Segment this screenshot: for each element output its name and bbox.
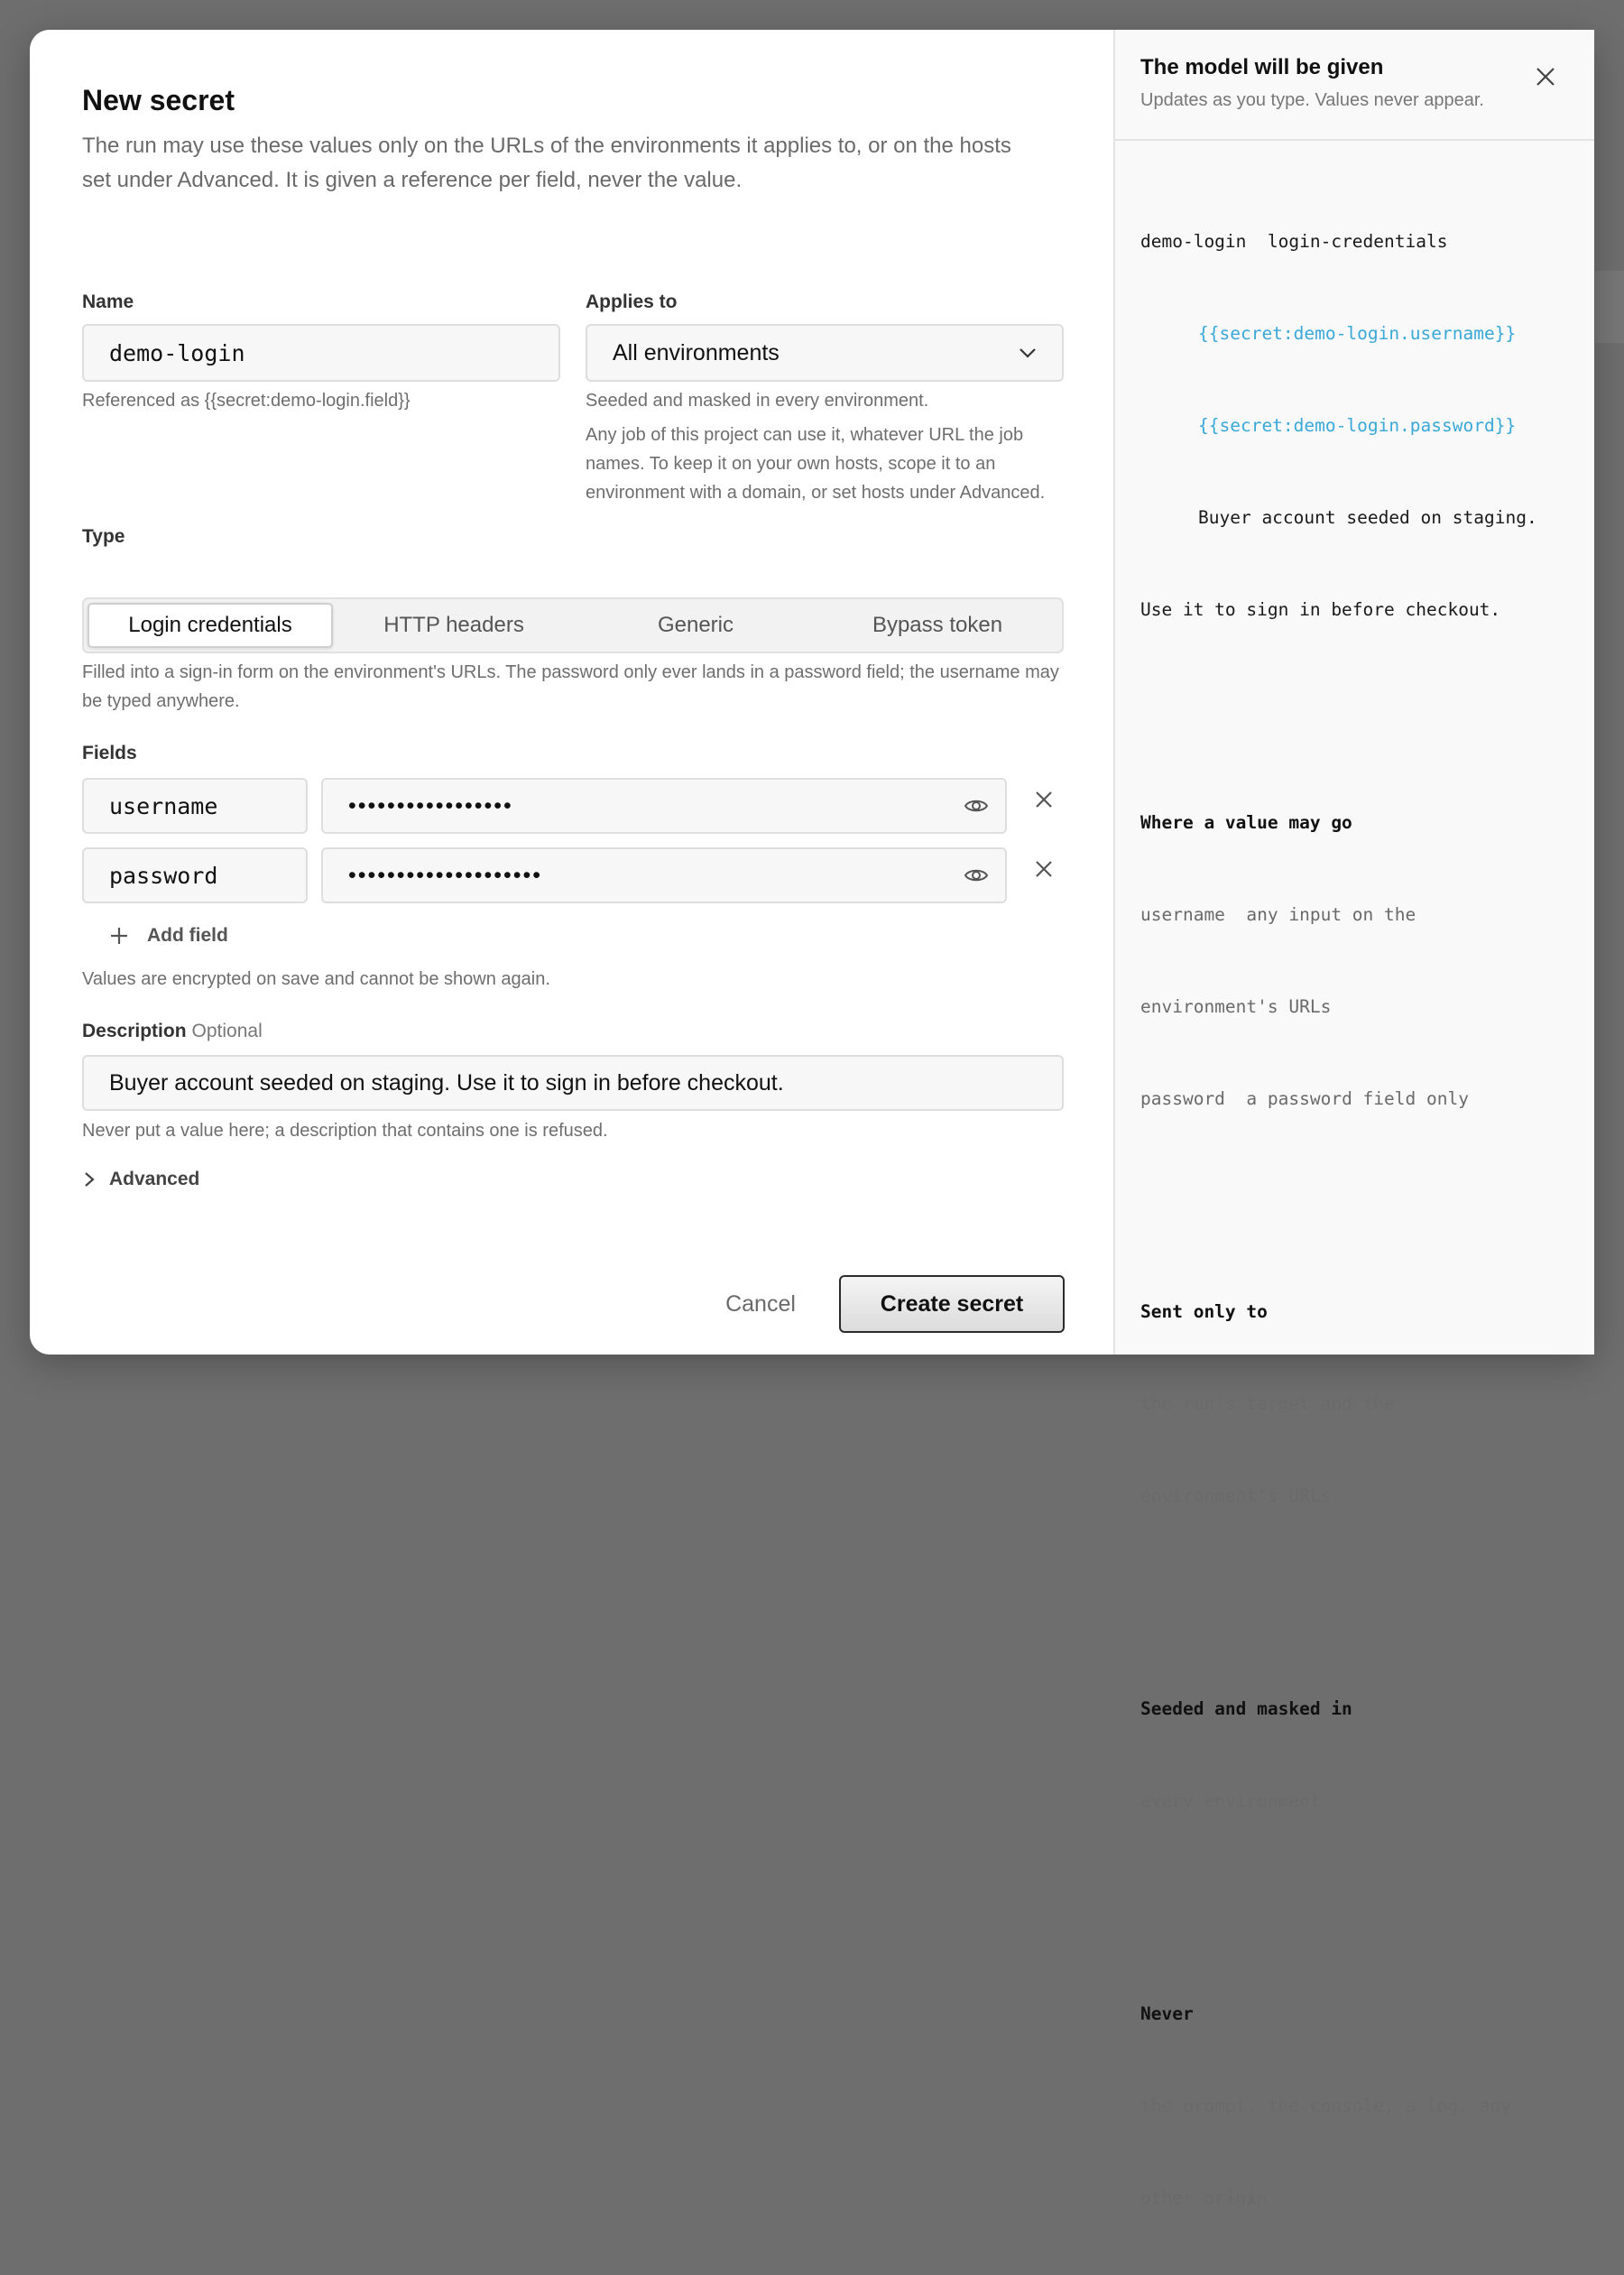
preview-desc-line1: Buyer account seeded on staging. [1198, 507, 1537, 528]
name-input[interactable] [82, 324, 560, 382]
preview-ref-username: {{secret:demo-login.username}} [1198, 323, 1517, 344]
description-value: Buyer account seeded on staging. Use it to sign in before checkout. [109, 1069, 784, 1096]
type-label: Type [82, 526, 125, 547]
preview-seeded-line: every environment [1140, 1790, 1321, 1811]
eye-icon[interactable] [964, 797, 989, 815]
name-input-value: demo-login [109, 339, 245, 366]
add-field-button[interactable] [109, 925, 228, 947]
fields-help: Values are encrypted on save and cannot be shown again. [82, 969, 550, 989]
preview-secret-kind: login-credentials [1267, 231, 1448, 252]
applies-to-value: All environments [613, 339, 780, 365]
field-name-input[interactable] [82, 847, 308, 903]
cancel-button[interactable]: Cancel [725, 1290, 796, 1317]
plus-icon [109, 926, 129, 946]
remove-field-icon[interactable] [1033, 858, 1055, 880]
remove-field-icon[interactable] [1033, 789, 1055, 810]
preview-where-username-val: any input on the [1246, 904, 1416, 925]
preview-sent-line2: environment's URLs [1140, 1485, 1332, 1506]
preview-where-heading: Where a value may go [1140, 812, 1352, 833]
type-option-login-credentials[interactable]: Login credentials [88, 603, 333, 648]
dialog-subtitle: The run may use these values only on the URLs of the environments it applies to, or on the hosts set under Advanced. It is given a reference per field, never the value. [82, 134, 1011, 192]
type-segmented-control [82, 597, 1064, 653]
field-value-input[interactable] [321, 778, 1007, 834]
type-option-generic[interactable]: Generic [657, 613, 734, 637]
eye-icon[interactable] [964, 866, 989, 884]
create-secret-button[interactable]: Create secret [839, 1275, 1065, 1333]
preview-sent-heading: Sent only to [1140, 1301, 1268, 1322]
preview-subtitle: Updates as you type. Values never appear. [1140, 90, 1484, 110]
preview-seeded-heading: Seeded and masked in [1140, 1698, 1352, 1719]
preview-panel [1113, 30, 1594, 2208]
field-name-value: password [109, 862, 218, 889]
name-help: Referenced as {{secret:demo-login.field}} [82, 391, 411, 411]
preview-where-username-key: username [1140, 904, 1225, 925]
type-option-http-headers[interactable]: HTTP headers [383, 613, 524, 637]
preview-sent-line1: the run's target and the [1140, 1393, 1395, 1414]
description-help: Never put a value here; a description that contains one is refused. [82, 1121, 608, 1141]
field-name-input[interactable] [82, 778, 308, 834]
field-value-masked: •••••••••••••••••••• [348, 862, 543, 888]
backdrop-right-edge [1595, 271, 1624, 343]
chevron-down-icon [1019, 347, 1037, 358]
new-secret-dialog [30, 30, 1594, 2208]
description-label [82, 1021, 263, 1042]
chevron-right-icon [84, 1171, 95, 1188]
add-field-label: Add field [147, 925, 228, 946]
advanced-toggle[interactable] [84, 1169, 199, 1190]
applies-to-scope-help: Any job of this project can use it, whatever URL the job names. To keep it on your own hosts, scope it to an environment with a domain, or set hosts under Advanced. [586, 425, 1046, 503]
preview-never-line1: the prompt, the console, a log, any [1140, 2095, 1511, 2116]
applies-to-help: Seeded and masked in every environment. [586, 391, 929, 411]
preview-body [1140, 165, 1582, 2275]
preview-never-line2: other origin [1140, 2187, 1268, 2208]
type-option-bypass-token[interactable]: Bypass token [872, 613, 1003, 637]
preview-secret-name: demo-login [1140, 231, 1247, 252]
fields-label: Fields [82, 743, 137, 763]
applies-to-label: Applies to [586, 291, 678, 312]
preview-desc-line2: Use it to sign in before checkout. [1140, 599, 1501, 620]
preview-where-password-val: a password field only [1246, 1088, 1469, 1109]
dialog-title: New secret [82, 84, 235, 116]
form-panel [30, 30, 1113, 1355]
applies-to-select[interactable] [586, 324, 1064, 382]
advanced-label: Advanced [109, 1169, 200, 1189]
description-input[interactable] [82, 1055, 1064, 1111]
type-help: Filled into a sign-in form on the environment's URLs. The password only ever lands in a password field; the username may be typed anywhere. [82, 662, 1059, 711]
preview-header [1115, 30, 1594, 141]
description-optional: Optional [191, 1021, 263, 1041]
name-label: Name [82, 291, 134, 312]
preview-title: The model will be given [1140, 55, 1384, 79]
preview-never-heading: Never [1140, 2003, 1194, 2024]
description-label-text: Description [82, 1021, 187, 1041]
preview-where-username-val2: environment's URLs [1140, 996, 1332, 1017]
close-icon[interactable] [1535, 66, 1556, 88]
preview-where-password-key: password [1140, 1088, 1225, 1109]
field-value-input[interactable] [321, 847, 1007, 903]
field-name-value: username [109, 792, 218, 819]
field-value-masked: ••••••••••••••••• [348, 792, 513, 818]
preview-ref-password: {{secret:demo-login.password}} [1198, 415, 1517, 436]
